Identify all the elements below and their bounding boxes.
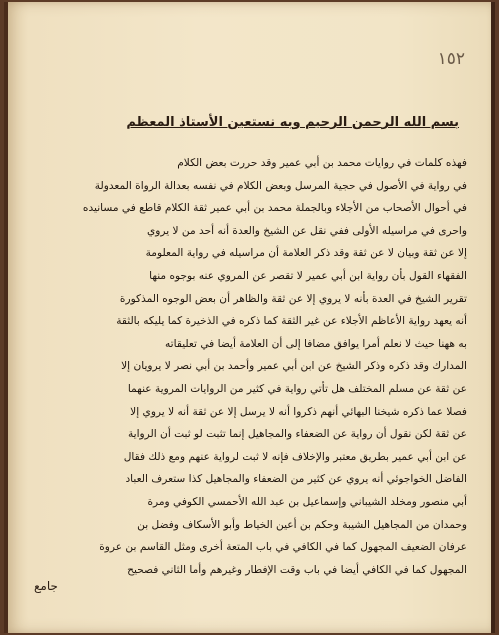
text-line: فهذه كلمات في روايات محمد بن أبي عمير وقد حررت بعض الكلام (177, 157, 467, 169)
page-edge (491, 2, 495, 633)
text-line: عن ثقة عن مسلم المختلف هل تأتي رواية في كثير من الروايات المروية عنهما (127, 382, 467, 395)
manuscript-body (62, 152, 467, 581)
text-line: وحمدان من المجاهيل الشيبة وحكم بن أعين الخياط وأبو الأسكاف وفضل بن (137, 518, 467, 531)
text-line: عن ابن أبي عمير بطريق معتبر والإخلاف فإنه لا ثبت لرواية عنهم ومع ذلك فقال (123, 450, 467, 463)
text-line: عن ثقة لكن نقول أن رواية عن الضعفاء والمجاهيل إنما تثبت لو ثبت أن الرواية (127, 428, 467, 441)
text-line: الفقهاء القول بأن رواية ابن أبي عمير لا تقصر عن المروي عنه بوجوه منها (149, 269, 467, 282)
text-line: فصلا عما ذكره شيخنا البهائي أنهم ذكروا أنه لا يرسل إلا عن ثقة أنه لا يروي إلا (130, 405, 467, 418)
text-line: المدارك وقد ذكره وذكر الشيخ عن ابن أبي عمير وأحمد بن أبي نصر لا يرويان إلا (121, 360, 467, 373)
text-line: في رواية في الأصول في حجية المرسل وبعض الكلام في نفسه بعدالة الرواة المعدولة (94, 179, 467, 192)
catchword: جامع (34, 579, 58, 593)
text-line: عرفان الضعيف المجهول كما في الكافي في باب المتعة أخرى ومثل القاسم بن عروة (99, 541, 467, 554)
text-line: المجهول كما في الكافي أيضا في باب وقت الإفطار وغيرهم وأما الثاني فصحيح (127, 563, 467, 576)
text-line: أبي منصور ومخلد الشيباني وإسماعيل بن عبد الله الأحمسي الكوفي ومرة (147, 495, 467, 508)
text-line: تقرير الشيخ في العدة بأنه لا يروي إلا عن ثقة والظاهر أن بعض الوجوه المذكورة (119, 292, 467, 305)
text-line: به ههنا حيث لا نعلم أمرا يوافق مضافا إلى أن العلامة أيضا في تعليقاته (164, 337, 467, 350)
page-number: ١٥٢ (437, 49, 465, 69)
text-line: أنه يعهد رواية الأعاظم الأجلاء عن غير الثقة كما ذكره في الذخيرة كما يليكه بالثقة (116, 315, 467, 328)
basmala-heading: بسم الله الرحمن الرحيم وبه نستعين الأستاذ المعظم (126, 115, 459, 130)
text-line: في أحوال الأصحاب من الأجلاء وبالجملة محمد بن أبي عمير ثقة الكلام قاطع في مسانيده (82, 202, 467, 215)
manuscript-page (4, 2, 495, 633)
binding-edge (4, 2, 8, 633)
text-line: الفاضل الخواجوئي أنه يروي عن كثير من الضعفاء والمجاهيل كذا ستعرف العباد (125, 473, 467, 486)
text-line: واحرى في مراسيله الأولى ففي نقل عن الشيخ والعدة أنه أحد من لا يروي (146, 224, 467, 237)
text-line: إلا عن ثقة وبيان لا عن ثقة وقد ذكر العلامة أن مراسيله في رواية المعلومة (145, 247, 467, 260)
